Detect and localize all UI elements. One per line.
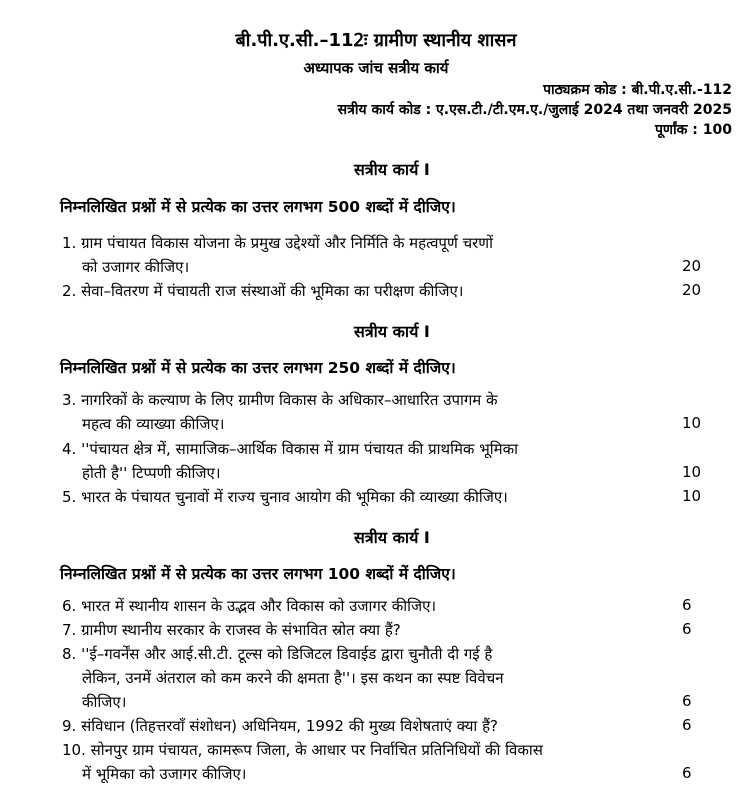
question-text: को उजागर कीजिए। (82, 258, 190, 276)
question-text: में भूमिका को उजागर कीजिए। (82, 765, 247, 783)
question-text: 1. ग्राम पंचायत विकास योजना के प्रमुख उद्देश्यों और निर्मिति के महत्वपूर्ण चरणों (62, 234, 493, 252)
assignment-code: सत्रीय कार्य कोड : ए.एस.टी./टी.एम.ए./जुलाई 2024 तथा जनवरी 2025 (337, 102, 732, 118)
question-marks: 6 (682, 764, 692, 782)
question-marks: 20 (682, 281, 702, 299)
section-instruction: निम्नलिखित प्रश्नों में से प्रत्येक का उत्तर लगभग 250 शब्दों में दीजिए। (60, 359, 456, 377)
question-marks: 20 (682, 257, 702, 275)
question-text: कीजिए। (82, 693, 127, 711)
question-text: 10. सोनपुर ग्राम पंचायत, कामरूप जिला, के आधार पर निर्वाचित प्रतिनिधियों की विकास (62, 741, 543, 759)
question-marks: 10 (682, 487, 702, 505)
document-subtitle: अध्यापक जांच सत्रीय कार्य (303, 59, 449, 77)
section-title: सत्रीय कार्य I (354, 322, 430, 341)
question-text: 4. ''पंचायत क्षेत्र में, सामाजिक–आर्थिक विकास में ग्राम पंचायत की प्राथमिक भूमिका (62, 440, 519, 458)
section-title: सत्रीय कार्य I (354, 528, 430, 547)
question-text: 9. संविधान (तिहत्तरवाँ संशोधन) अधिनियम, 1992 की मुख्य विशेषताएं क्या हैं? (62, 717, 499, 735)
question-text: 2. सेवा–वितरण में पंचायती राज संस्थाओं की भूमिका का परीक्षण कीजिए। (62, 282, 464, 300)
section-instruction: निम्नलिखित प्रश्नों में से प्रत्येक का उत्तर लगभग 500 शब्दों में दीजिए। (60, 198, 456, 216)
question-text: 7. ग्रामीण स्थानीय सरकार के राजस्व के संभावित स्रोत क्या हैं? (62, 621, 401, 639)
question-text: लेकिन, उनमें अंतराल को कम करने की क्षमता है''। इस कथन का स्पष्ट विवेचन (82, 669, 504, 687)
question-text: होती है'' टिप्पणी कीजिए। (82, 464, 221, 482)
question-marks: 6 (682, 596, 692, 614)
document-title: बी.पी.ए.सी.–112ः ग्रामीण स्थानीय शासन (235, 30, 517, 51)
question-text: महत्व की व्याख्या कीजिए। (82, 415, 225, 433)
question-marks: 6 (682, 692, 692, 710)
max-marks: पूर्णांक : 100 (654, 122, 732, 138)
question-text: 5. भारत के पंचायत चुनावों में राज्य चुनाव आयोग की भूमिका की व्याख्या कीजिए। (62, 488, 508, 506)
question-marks: 6 (682, 620, 692, 638)
question-text: 3. नागरिकों के कल्याण के लिए ग्रामीण विकास के अधिकार–आधारित उपागम के (62, 391, 498, 409)
question-marks: 10 (682, 414, 702, 432)
course-code: पाठ्यक्रम कोड : बी.पी.ए.सी.-112 (543, 82, 732, 98)
question-text: 8. ''ई–गवर्नेंस और आई.सी.टी. टूल्स को डिजिटल डिवाईड द्वारा चुनौती दी गई है (62, 645, 493, 663)
question-text: 6. भारत में स्थानीय शासन के उद्भव और विकास को उजागर कीजिए। (62, 597, 437, 615)
question-marks: 10 (682, 463, 702, 481)
question-marks: 6 (682, 716, 692, 734)
section-title: सत्रीय कार्य I (354, 160, 430, 179)
section-instruction: निम्नलिखित प्रश्नों में से प्रत्येक का उत्तर लगभग 100 शब्दों में दीजिए। (60, 565, 456, 583)
